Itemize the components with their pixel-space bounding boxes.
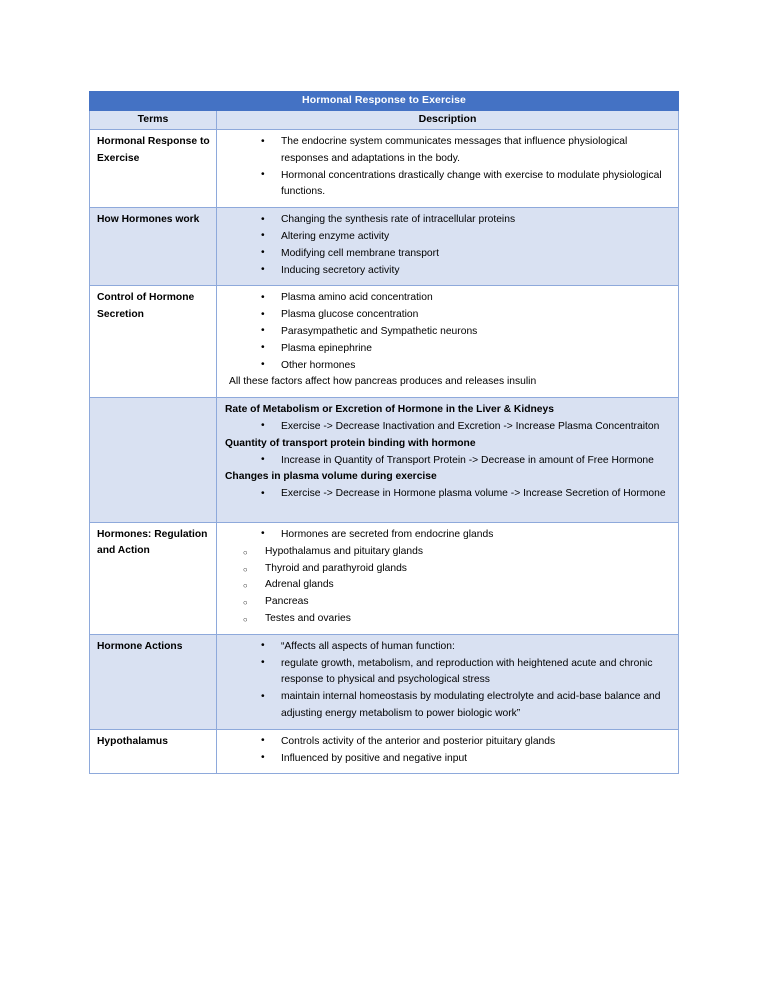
bullet-list (225, 134, 672, 201)
description-heading: Changes in plasma volume during exercise (225, 471, 437, 483)
sub-bullet-item: ○ Adrenal glands (225, 577, 672, 594)
bullet-item: • Changing the synthesis rate of intracellular proteins (225, 212, 672, 229)
description-cell (217, 208, 679, 286)
bullet-list (225, 527, 672, 544)
bullet-item: • Plasma glucose concentration (225, 307, 672, 324)
table-title-cell (90, 92, 679, 111)
column-header-description (217, 111, 679, 130)
bullet-list (225, 639, 672, 723)
description-heading: Rate of Metabolism or Excretion of Hormone in the Liver & Kidneys (225, 404, 554, 416)
bullet-item: • Exercise -> Decrease Inactivation and Excretion -> Increase Plasma Concentraiton (225, 419, 672, 436)
bullet-item: • The endocrine system communicates messages that influence physiological responses and adaptations in the body. (225, 134, 672, 168)
table-header-row (90, 111, 679, 130)
bullet-item: • Influenced by positive and negative input (225, 751, 672, 768)
bullet-item: • Parasympathetic and Sympathetic neurons (225, 324, 672, 341)
bullet-list (225, 290, 672, 374)
bullet-list (225, 212, 672, 279)
description-cell (217, 522, 679, 634)
term-cell (90, 286, 217, 398)
term-cell (90, 130, 217, 208)
bullet-item: • regulate growth, metabolism, and reproduction with heightened acute and chronic response to physical and psychological stress (225, 656, 672, 690)
bullet-list (225, 734, 672, 768)
bullet-item: • Controls activity of the anterior and posterior pituitary glands (225, 734, 672, 751)
bullet-item: • Inducing secretory activity (225, 263, 672, 280)
table-body (90, 92, 679, 774)
bullet-item: • Plasma epinephrine (225, 341, 672, 358)
sub-bullet-item: ○ Testes and ovaries (225, 611, 672, 628)
column-header-terms (90, 111, 217, 130)
table-row (90, 130, 679, 208)
description-cell (217, 398, 679, 523)
table-row (90, 208, 679, 286)
table-row (90, 522, 679, 634)
term-label: Hormones: Regulation and Action (97, 528, 208, 557)
bullet-item: • Modifying cell membrane transport (225, 246, 672, 263)
sub-bullet-list (225, 544, 672, 628)
term-cell (90, 522, 217, 634)
column-header-terms-label: Terms (137, 113, 169, 125)
bullet-item: • maintain internal homeostasis by modulating electrolyte and acid-base balance and adjusting energy metabolism to power biologic work” (225, 689, 672, 723)
table-row (90, 729, 679, 774)
description-heading: Quantity of transport protein binding with hormone (225, 437, 476, 449)
sub-bullet-item: ○ Thyroid and parathyroid glands (225, 561, 672, 578)
term-cell (90, 208, 217, 286)
description-cell (217, 130, 679, 208)
table-title: Hormonal Response to Exercise (302, 94, 466, 106)
table-title-row (90, 92, 679, 111)
description-cell (217, 729, 679, 774)
term-label: How Hormones work (97, 214, 200, 226)
bullet-item: • Exercise -> Decrease in Hormone plasma volume -> Increase Secretion of Hormone (225, 486, 672, 503)
table-row (90, 634, 679, 729)
term-label: Hypothalamus (97, 735, 168, 747)
hormonal-response-table (89, 91, 679, 774)
term-label: Hormone Actions (97, 640, 183, 652)
bullet-list (225, 453, 672, 470)
bullet-item: • Hormones are secreted from endocrine glands (225, 527, 672, 544)
description-cell (217, 634, 679, 729)
cell-trailing-space (225, 503, 672, 516)
term-cell (90, 398, 217, 523)
sub-bullet-item: ○ Hypothalamus and pituitary glands (225, 544, 672, 561)
bullet-list (225, 486, 672, 503)
column-header-description-label: Description (418, 113, 477, 125)
bullet-item: • Other hormones (225, 358, 672, 375)
bullet-item: • Altering enzyme activity (225, 229, 672, 246)
table-row (90, 398, 679, 523)
bullet-item: • Increase in Quantity of Transport Protein -> Decrease in amount of Free Hormone (225, 453, 672, 470)
term-cell (90, 634, 217, 729)
bullet-list (225, 419, 672, 436)
term-cell (90, 729, 217, 774)
table-row (90, 286, 679, 398)
description-text: All these factors affect how pancreas produces and releases insulin (229, 376, 537, 388)
term-label: Hormonal Response to Exercise (97, 136, 210, 164)
term-label: Control of Hormone Secretion (97, 292, 195, 320)
bullet-item: • “Affects all aspects of human function: (225, 639, 672, 656)
bullet-item: • Hormonal concentrations drastically change with exercise to modulate physiological functions. (225, 168, 672, 202)
bullet-item: • Plasma amino acid concentration (225, 290, 672, 307)
sub-bullet-item: ○ Pancreas (225, 594, 672, 611)
description-cell (217, 286, 679, 398)
